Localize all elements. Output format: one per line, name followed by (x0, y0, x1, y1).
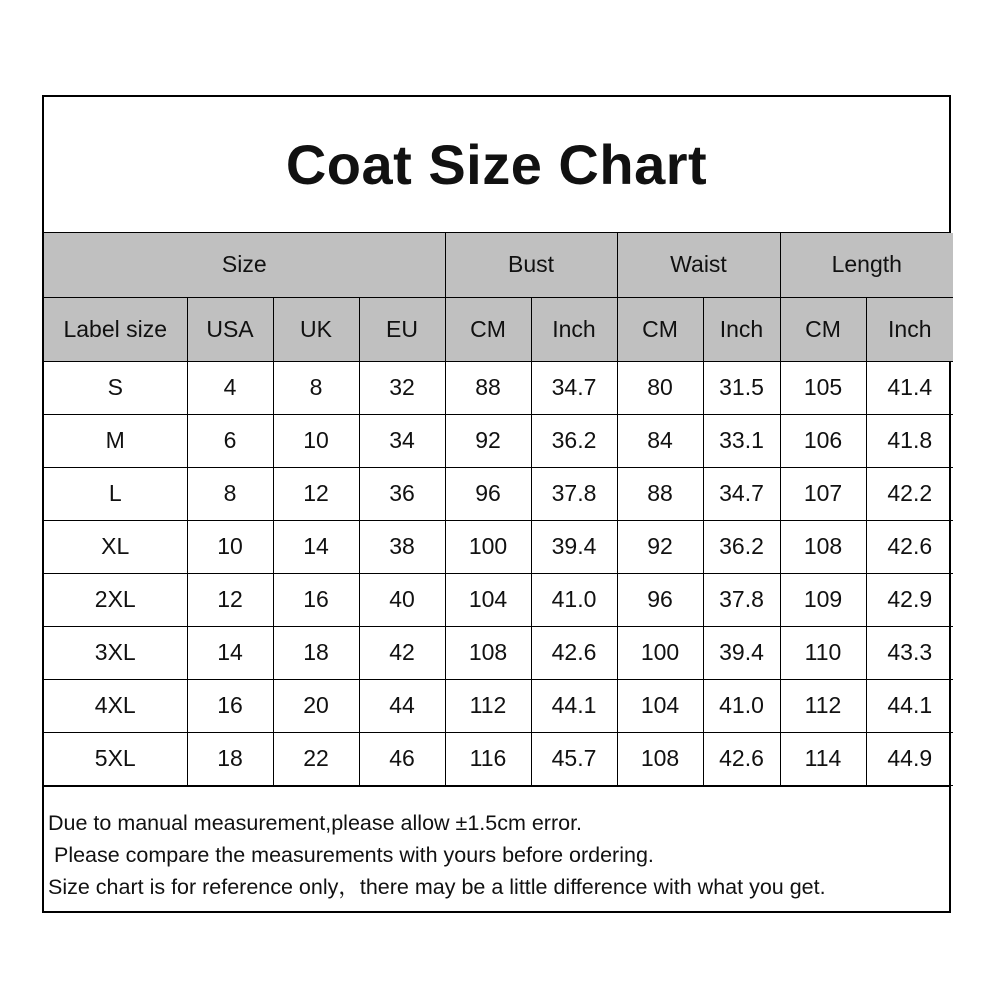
table-cell: 116 (445, 732, 531, 785)
table-cell: 16 (187, 679, 273, 732)
table-cell: 92 (445, 414, 531, 467)
table-cell: 108 (780, 520, 866, 573)
table-cell: 92 (617, 520, 703, 573)
column-header: CM (445, 297, 531, 361)
table-cell: 36.2 (531, 414, 617, 467)
note-line: Size chart is for reference only，there may be a little difference with what you get. (48, 874, 826, 899)
table-cell: 14 (187, 626, 273, 679)
table-cell: 32 (359, 361, 445, 414)
table-cell: 44.1 (866, 679, 953, 732)
title-cell (44, 97, 949, 233)
column-header-row (44, 297, 953, 361)
size-label-cell: 3XL (44, 626, 187, 679)
table-cell: 39.4 (703, 626, 780, 679)
table-cell: 104 (617, 679, 703, 732)
table-cell: 41.0 (703, 679, 780, 732)
size-table (44, 233, 953, 786)
size-label-cell: 5XL (44, 732, 187, 785)
column-header: Inch (703, 297, 780, 361)
size-label-cell: 4XL (44, 679, 187, 732)
table-cell: 16 (273, 573, 359, 626)
table-cell: 112 (445, 679, 531, 732)
table-cell: 108 (617, 732, 703, 785)
table-cell: 42.6 (531, 626, 617, 679)
note-line: Due to manual measurement,please allow ±1.5cm error. (48, 810, 583, 835)
table-cell: 36.2 (703, 520, 780, 573)
column-header: EU (359, 297, 445, 361)
table-cell: 96 (617, 573, 703, 626)
table-row (44, 732, 953, 785)
table-cell: 40 (359, 573, 445, 626)
table-cell: 84 (617, 414, 703, 467)
table-cell: 4 (187, 361, 273, 414)
table-cell: 43.3 (866, 626, 953, 679)
group-header-bust: Bust (445, 233, 617, 297)
table-cell: 33.1 (703, 414, 780, 467)
table-cell: 110 (780, 626, 866, 679)
table-cell: 41.4 (866, 361, 953, 414)
table-cell: 12 (273, 467, 359, 520)
table-row (44, 361, 953, 414)
table-cell: 42.2 (866, 467, 953, 520)
table-cell: 6 (187, 414, 273, 467)
table-cell: 44.9 (866, 732, 953, 785)
size-label-cell: M (44, 414, 187, 467)
table-row (44, 520, 953, 573)
table-cell: 100 (445, 520, 531, 573)
column-header: Inch (531, 297, 617, 361)
column-header: CM (617, 297, 703, 361)
table-cell: 80 (617, 361, 703, 414)
table-cell: 39.4 (531, 520, 617, 573)
column-header: USA (187, 297, 273, 361)
table-row (44, 573, 953, 626)
table-cell: 20 (273, 679, 359, 732)
size-label-cell: L (44, 467, 187, 520)
group-header-waist: Waist (617, 233, 780, 297)
column-header: UK (273, 297, 359, 361)
table-cell: 42.6 (703, 732, 780, 785)
table-cell: 112 (780, 679, 866, 732)
table-cell: 8 (273, 361, 359, 414)
group-header-length: Length (780, 233, 953, 297)
table-cell: 10 (273, 414, 359, 467)
table-cell: 114 (780, 732, 866, 785)
table-cell: 88 (445, 361, 531, 414)
table-row (44, 414, 953, 467)
table-cell: 104 (445, 573, 531, 626)
table-cell: 45.7 (531, 732, 617, 785)
table-cell: 10 (187, 520, 273, 573)
column-header: CM (780, 297, 866, 361)
table-cell: 34 (359, 414, 445, 467)
table-cell: 44 (359, 679, 445, 732)
table-cell: 46 (359, 732, 445, 785)
table-cell: 42 (359, 626, 445, 679)
group-header-row (44, 233, 953, 297)
page-title: Coat Size Chart (285, 133, 708, 196)
table-cell: 22 (273, 732, 359, 785)
table-cell: 18 (187, 732, 273, 785)
column-header: Inch (866, 297, 953, 361)
table-cell: 18 (273, 626, 359, 679)
table-cell: 42.9 (866, 573, 953, 626)
table-cell: 8 (187, 467, 273, 520)
table-cell: 109 (780, 573, 866, 626)
table-cell: 88 (617, 467, 703, 520)
table-cell: 96 (445, 467, 531, 520)
table-cell: 14 (273, 520, 359, 573)
table-cell: 34.7 (531, 361, 617, 414)
table-cell: 37.8 (703, 573, 780, 626)
column-header: Label size (44, 297, 187, 361)
table-cell: 100 (617, 626, 703, 679)
note-line: Please compare the measurements with yours before ordering. (48, 842, 654, 867)
group-header-size: Size (44, 233, 445, 297)
table-cell: 106 (780, 414, 866, 467)
table-row (44, 467, 953, 520)
table-row (44, 679, 953, 732)
table-cell: 38 (359, 520, 445, 573)
notes-section (44, 786, 949, 903)
table-cell: 31.5 (703, 361, 780, 414)
table-cell: 36 (359, 467, 445, 520)
size-label-cell: XL (44, 520, 187, 573)
size-chart-sheet (42, 95, 951, 913)
table-row (44, 626, 953, 679)
table-cell: 41.0 (531, 573, 617, 626)
table-cell: 12 (187, 573, 273, 626)
table-cell: 107 (780, 467, 866, 520)
table-cell: 42.6 (866, 520, 953, 573)
size-label-cell: 2XL (44, 573, 187, 626)
table-cell: 108 (445, 626, 531, 679)
table-cell: 37.8 (531, 467, 617, 520)
table-cell: 34.7 (703, 467, 780, 520)
table-cell: 105 (780, 361, 866, 414)
table-cell: 41.8 (866, 414, 953, 467)
table-cell: 44.1 (531, 679, 617, 732)
size-label-cell: S (44, 361, 187, 414)
